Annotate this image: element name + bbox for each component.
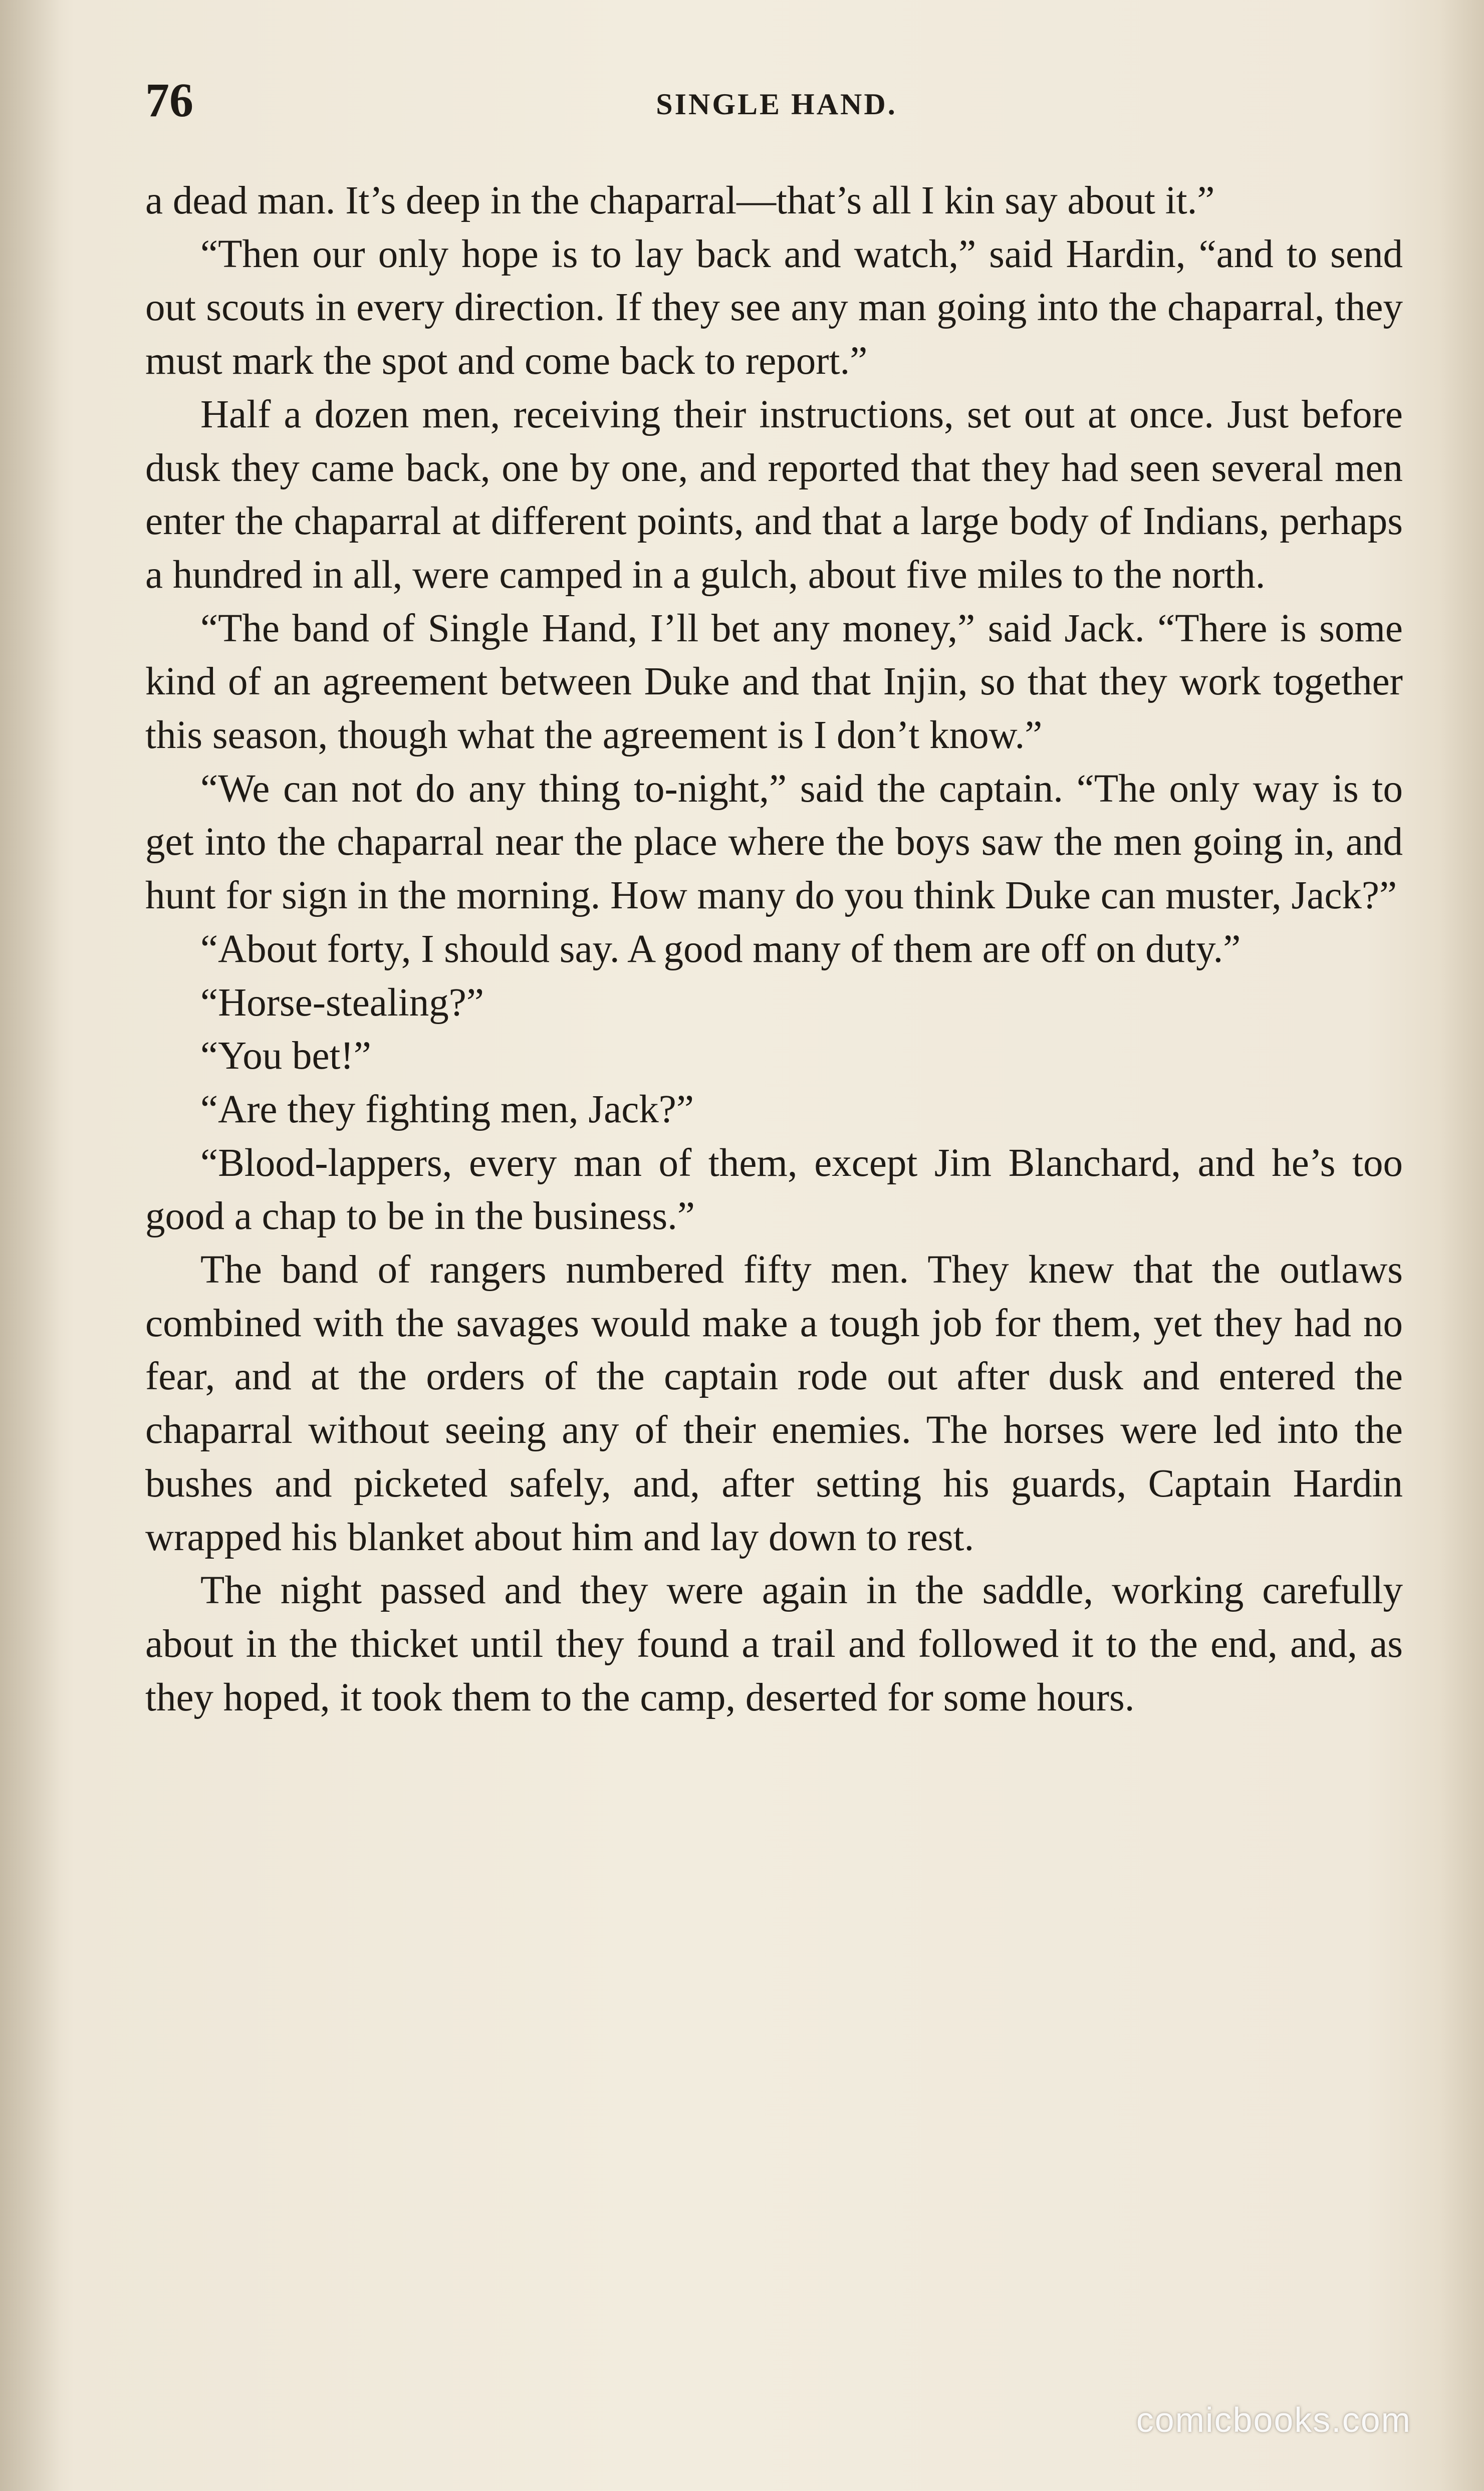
paragraph: Half a dozen men, receiving their instructions, set out at once. Just before dusk they came back, one by one, and reported that they had seen several men enter the chaparral at different points, and that a large body of Indians, perhaps a hundred in all, were camped in a gulch, about five miles to the north. — [145, 392, 1403, 597]
paragraph: “You bet!” — [200, 1034, 371, 1078]
paragraph: “We can not do any thing to-night,” said the captain. “The only way is to get into the chaparral near the place where the boys saw the men going in, and hunt for sign in the morning. How many do you think Duke can muster, Jack?” — [145, 767, 1403, 918]
paragraph: The night passed and they were again in the saddle, working carefully about in the thicket until they found a trail and followed it to the end, and, as they hoped, it took them to the camp, deserted for some hours. — [145, 1569, 1403, 1719]
paragraph: “Horse-stealing?” — [200, 980, 484, 1025]
page-number: 76 — [145, 73, 193, 127]
paragraph: “About forty, I should say. A good many of them are off on duty.” — [200, 927, 1241, 971]
paragraph: The band of rangers numbered fifty men. They knew that the outlaws combined with the savages would make a tough job for them, yet they had no fear, and at the orders of the captain rode out after dusk and entered the chaparral without seeing any of their enemies. The horses were led into the bushes and picketed safely, and, after setting his guards, Captain Hardin wrapped his blanket about him and lay down to rest. — [145, 1248, 1403, 1559]
paragraph: “Blood-lappers, every man of them, except Jim Blanchard, and he’s too good a chap to be in the business.” — [145, 1141, 1403, 1238]
paragraph: “The band of Single Hand, I’ll bet any money,” said Jack. “There is some kind of an agreement between Duke and that Injin, so that they work together this season, though what the agreement is I don’t know.” — [145, 606, 1403, 758]
body-text — [145, 174, 1403, 1724]
page-gutter-shadow — [0, 0, 60, 2491]
paragraph-continued: a dead man. It’s deep in the chaparral—that’s all I kin say about it.” — [145, 179, 1215, 222]
page-header — [145, 73, 1408, 131]
running-title: SINGLE HAND. — [656, 88, 897, 121]
page-edge-shadow — [1439, 0, 1484, 2491]
paragraph: “Then our only hope is to lay back and watch,” said Hardin, “and to send out scouts in every direction. If they see any man going into the chaparral, they must mark the spot and come back to report.” — [145, 232, 1403, 383]
paragraph: “Are they fighting men, Jack?” — [200, 1087, 694, 1131]
source-watermark: comicbooks.com — [1136, 2400, 1411, 2439]
